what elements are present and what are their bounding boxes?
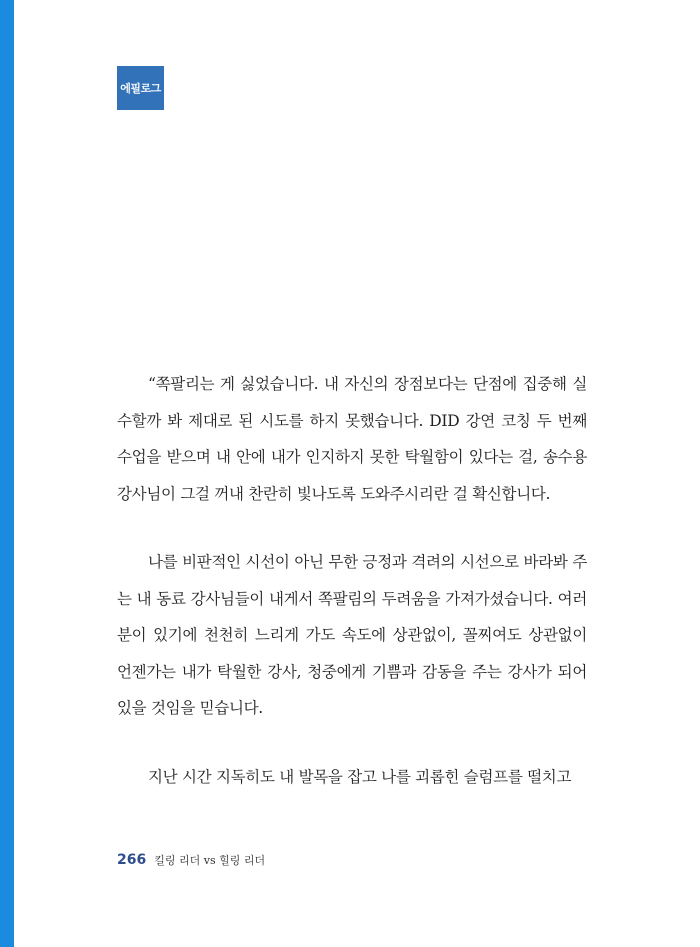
paragraph: “쪽팔리는 게 싫었습니다. 내 자신의 장점보다는 단점에 집중해 실수할까 봐 제대로 된 시도를 하지 못했습니다. DID 강연 코칭 두 번째 수업을 받으며 내 안에 내가 인지하지 못한 탁월함이 있다는 걸, 송수용 강사님이 그걸 꺼내 찬란히 빛나도록 도와주시리란 걸 확신합니다. <box>117 375 587 503</box>
page-footer <box>117 852 265 868</box>
book-title: 킬링 리더 vs 힐링 리더 <box>154 854 266 867</box>
paragraph: 나를 비판적인 시선이 아닌 무한 긍정과 격려의 시선으로 바라봐 주는 내 동료 강사님들이 내게서 쪽팔림의 두려움을 가져가셨습니다. 여러분이 있기에 천천히 느리게 가도 속도에 상관없이, 꼴찌여도 상관없이 언젠가는 내가 탁월한 강사, 청중에게 기쁨과 감동을 주는 강사가 되어 있을 것임을 믿습니다. <box>117 553 587 717</box>
body-text <box>117 366 587 795</box>
paragraph: 지난 시간 지독히도 내 발목을 잡고 나를 괴롭힌 슬럼프를 떨치고 <box>148 767 572 786</box>
page-number: 266 <box>117 852 147 868</box>
chapter-tag-label: 에필로그 <box>120 82 161 95</box>
chapter-tag <box>117 66 164 110</box>
side-accent-bar <box>0 0 14 947</box>
